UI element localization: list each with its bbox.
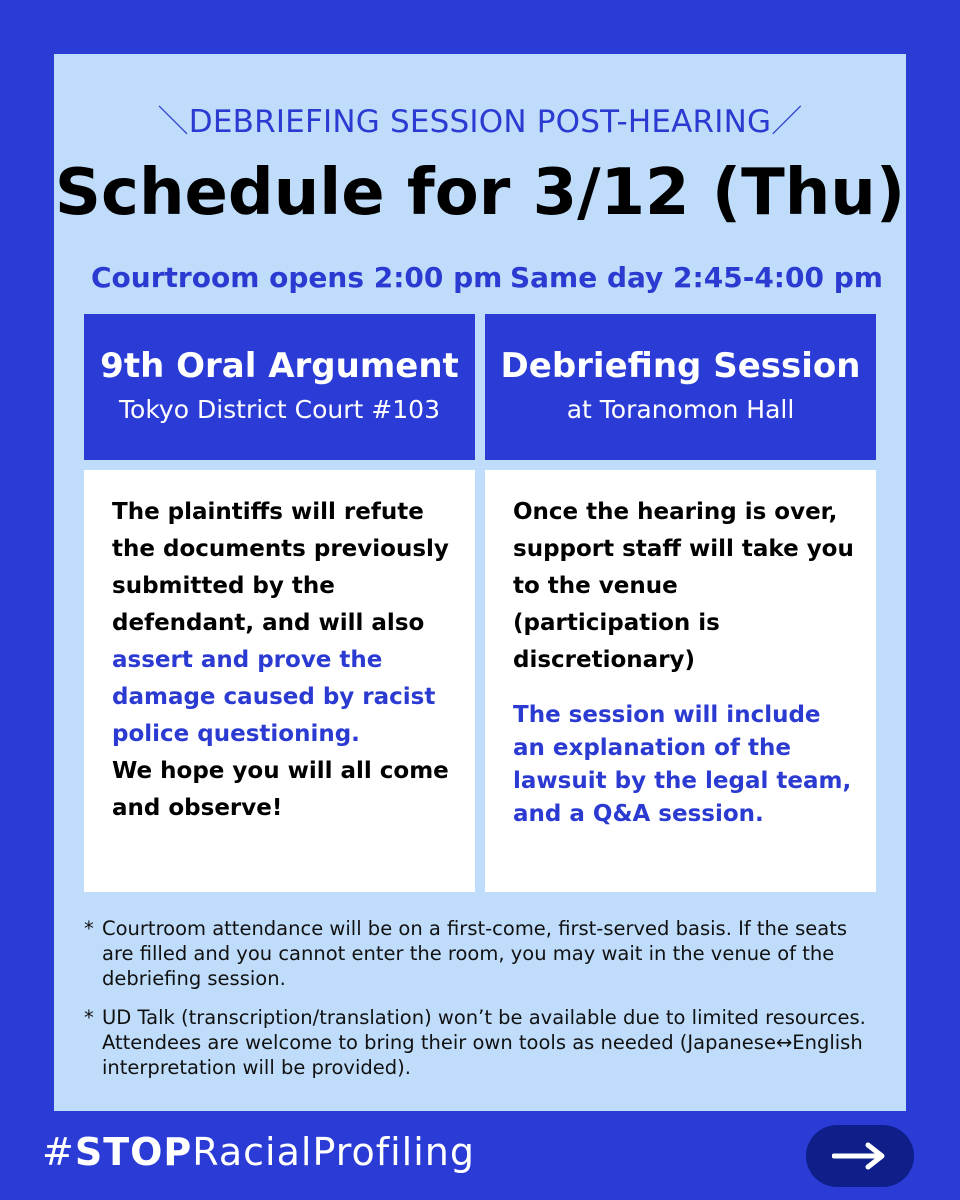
note-marker: * bbox=[84, 1006, 94, 1029]
hearing-header bbox=[84, 314, 475, 460]
arrow-right-icon bbox=[832, 1142, 888, 1170]
subtitle-text: DEBRIEFING SESSION POST-HEARING bbox=[188, 104, 772, 140]
page-title: Schedule for 3/12 (Thu) bbox=[54, 156, 906, 230]
hashtag bbox=[42, 1130, 475, 1174]
subtitle bbox=[0, 96, 960, 141]
debriefing-subheading: at Toranomon Hall bbox=[566, 395, 795, 424]
note-marker: * bbox=[84, 917, 94, 940]
hearing-heading: 9th Oral Argument bbox=[100, 346, 459, 386]
hashtag-bold: STOP bbox=[74, 1130, 193, 1174]
hearing-body-highlight: assert and prove the damage caused by racist police questioning. bbox=[112, 647, 436, 747]
notes bbox=[84, 916, 884, 1094]
slash-left: ＼ bbox=[157, 104, 189, 140]
debriefing-body bbox=[485, 470, 876, 892]
next-button[interactable] bbox=[806, 1125, 914, 1187]
hearing-subheading: Tokyo District Court #103 bbox=[119, 395, 440, 424]
time-label-debriefing: Same day 2:45-4:00 pm bbox=[510, 261, 883, 294]
note-item bbox=[84, 1005, 884, 1080]
debriefing-body-highlight: The session will include an explanation of the lawsuit by the legal team, and a Q&A session. bbox=[513, 702, 852, 827]
hashtag-prefix: # bbox=[42, 1130, 75, 1174]
note-item bbox=[84, 916, 884, 991]
debriefing-body-text: Once the hearing is over, support staff will take you to the venue (participation is discretionary) bbox=[513, 499, 854, 673]
debriefing-heading: Debriefing Session bbox=[500, 346, 861, 386]
hashtag-rest: RacialProfiling bbox=[192, 1130, 475, 1174]
hearing-body-text: The plaintiffs will refute the documents previously submitted by the defendant, and will also bbox=[112, 499, 449, 636]
slash-right: ／ bbox=[771, 104, 803, 140]
hearing-body bbox=[84, 470, 475, 892]
time-label-hearing: Courtroom opens 2:00 pm bbox=[91, 261, 503, 294]
note-text: UD Talk (transcription/translation) won’t be available due to limited resources. Attendees are welcome to bring their own tools as needed (Japanese↔English interpretation will be provided). bbox=[102, 1006, 866, 1079]
debriefing-header bbox=[485, 314, 876, 460]
note-text: Courtroom attendance will be on a first-come, first-served basis. If the seats are filled and you cannot enter the room, you may wait in the venue of the debriefing session. bbox=[102, 917, 848, 990]
hearing-body-invite: We hope you will all come and observe! bbox=[112, 758, 449, 821]
